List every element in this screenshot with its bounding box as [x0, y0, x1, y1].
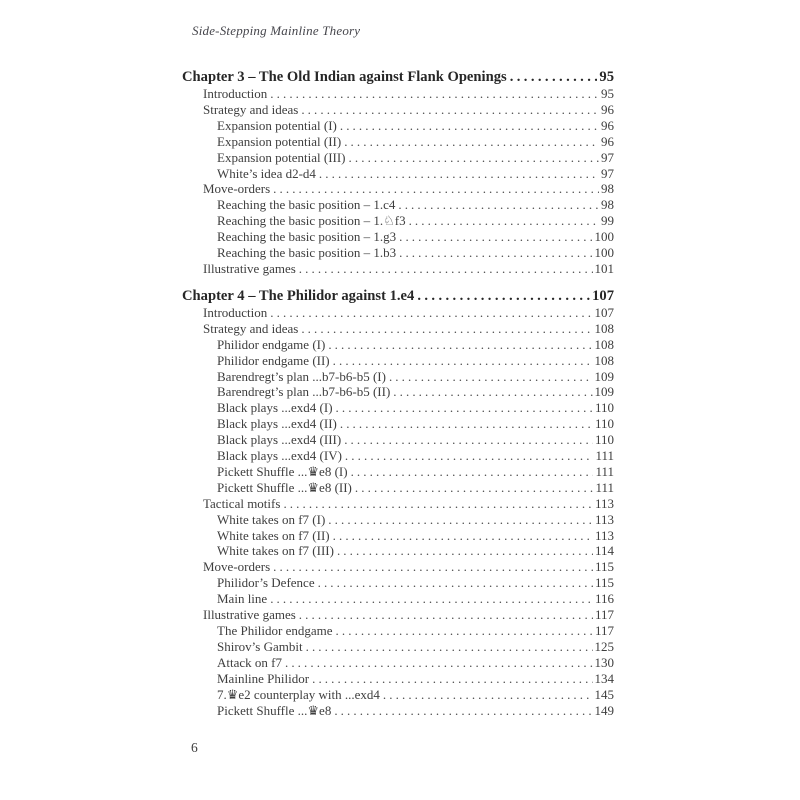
- toc-entry-page: 101: [594, 260, 614, 276]
- toc: [182, 68, 614, 718]
- dot-leader: [398, 197, 599, 213]
- toc-entry-label: White takes on f7 (II): [217, 527, 330, 543]
- toc-entry-page: 117: [594, 623, 614, 638]
- page-number: 6: [191, 740, 198, 755]
- toc-entry-page: 149: [594, 702, 614, 718]
- toc-entry: [182, 448, 614, 464]
- toc-entry: [182, 607, 614, 623]
- toc-entry-page: 109: [594, 368, 614, 384]
- toc-entry-label: Introduction: [203, 304, 268, 320]
- toc-entry-label: Main line: [217, 591, 268, 607]
- toc-entry-page: 108: [594, 352, 614, 368]
- toc-chapter-heading: [182, 68, 614, 86]
- dot-leader: [399, 229, 592, 245]
- toc-entry: [182, 150, 614, 166]
- dot-leader: [312, 671, 592, 687]
- toc-entry-page: 113: [594, 511, 614, 527]
- toc-entry-label: Illustrative games: [203, 260, 296, 276]
- running-header: Side-Stepping Mainline Theory: [192, 23, 361, 38]
- toc-entry: [182, 543, 614, 559]
- toc-entry: [182, 197, 614, 213]
- toc-entry-page: 125: [594, 638, 614, 654]
- toc-entry: [182, 400, 614, 416]
- toc-entry: [182, 416, 614, 432]
- toc-entry: [182, 639, 614, 655]
- toc-entry: [182, 213, 614, 229]
- toc-entry-label: Barendregt’s plan ...b7-b6-b5 (II): [217, 384, 391, 400]
- dot-leader: [270, 591, 593, 607]
- dot-leader: [510, 68, 598, 86]
- toc-entry-page: 145: [594, 686, 614, 702]
- toc-entry-label: Move-orders: [203, 181, 271, 197]
- toc-entry-label: Philidor endgame (II): [217, 352, 330, 368]
- dot-leader: [345, 448, 594, 464]
- toc-entry: [182, 337, 614, 353]
- toc-entry-label: Pickett Shuffle ...♛e8: [217, 702, 332, 718]
- dot-leader: [328, 337, 592, 353]
- toc-entry-label: White takes on f7 (I): [217, 511, 326, 527]
- dot-leader: [344, 134, 599, 150]
- toc-entry-page: 95: [601, 86, 614, 101]
- toc-entry-page: 110: [594, 416, 614, 432]
- toc-entry-label: Introduction: [203, 86, 268, 101]
- dot-leader: [417, 287, 590, 305]
- dot-leader: [285, 655, 593, 671]
- toc-entry-page: 96: [601, 133, 614, 149]
- dot-leader: [336, 400, 593, 416]
- toc-entry: [182, 229, 614, 245]
- toc-entry-page: 96: [601, 101, 614, 117]
- toc-entry: [182, 559, 614, 575]
- chapter-title: Chapter 4 – The Philidor against 1.e4: [182, 287, 415, 304]
- toc-entry: [182, 353, 614, 369]
- toc-entry-page: 115: [594, 559, 614, 575]
- dot-leader: [340, 416, 593, 432]
- toc-entry-label: Barendregt’s plan ...b7-b6-b5 (I): [217, 368, 386, 384]
- dot-leader: [349, 150, 599, 166]
- toc-entry-page: 110: [594, 432, 614, 448]
- toc-entry: [182, 166, 614, 182]
- toc-entry: [182, 528, 614, 544]
- toc-entry: [182, 369, 614, 385]
- toc-entry-page: 100: [594, 229, 614, 245]
- toc-entry-page: 117: [594, 607, 614, 623]
- toc-entry-label: Illustrative games: [203, 607, 296, 623]
- dot-leader: [336, 623, 593, 639]
- dot-leader: [299, 261, 593, 277]
- toc-entry-page: 134: [594, 670, 614, 686]
- toc-entry-page: 97: [601, 149, 614, 165]
- toc-entry-page: 108: [594, 320, 614, 336]
- chapter-title: Chapter 3 – The Old Indian against Flank Openings: [182, 69, 507, 85]
- toc-entry-label: Philidor’s Defence: [217, 575, 315, 591]
- toc-entry-page: 115: [594, 575, 614, 591]
- toc-entry-label: Reaching the basic position – 1.b3: [217, 245, 397, 261]
- toc-entry-page: 130: [594, 654, 614, 670]
- toc-entry: [182, 480, 614, 496]
- toc-entry-label: Tactical motifs: [203, 495, 281, 511]
- toc-entry-page: 111: [595, 448, 614, 464]
- dot-leader: [299, 607, 593, 623]
- toc-entry: [182, 512, 614, 528]
- toc-entry-page: 113: [594, 527, 614, 543]
- toc-entry: [182, 703, 614, 719]
- toc-chapter-heading: [182, 287, 614, 305]
- dot-leader: [333, 528, 593, 544]
- toc-entry-label: Reaching the basic position – 1.♘f3: [217, 213, 406, 229]
- dot-leader: [393, 384, 592, 400]
- dot-leader: [351, 464, 594, 480]
- dot-leader: [340, 118, 599, 134]
- dot-leader: [399, 245, 592, 261]
- toc-entry-label: White’s idea d2-d4: [217, 165, 316, 181]
- toc-entry-page: 98: [601, 181, 614, 197]
- toc-entry: [182, 245, 614, 261]
- toc-entry-label: Mainline Philidor: [217, 670, 310, 686]
- toc-entry: [182, 623, 614, 639]
- toc-entry: [182, 432, 614, 448]
- toc-entry: [182, 575, 614, 591]
- toc-entry-page: 107: [594, 304, 614, 320]
- toc-entry: [182, 181, 614, 197]
- dot-leader: [270, 86, 599, 102]
- toc-entry-page: 99: [601, 213, 614, 229]
- dot-leader: [409, 213, 599, 229]
- toc-entry-page: 109: [594, 384, 614, 400]
- toc-entry-label: The Philidor endgame: [217, 623, 333, 638]
- toc-entry-label: Move-orders: [203, 559, 271, 575]
- dot-leader: [328, 512, 593, 528]
- toc-entry: [182, 655, 614, 671]
- toc-entry: [182, 261, 614, 277]
- toc-entry-label: Black plays ...exd4 (I): [217, 400, 333, 416]
- dot-leader: [334, 703, 592, 719]
- toc-entry: [182, 118, 614, 134]
- toc-entry-label: Strategy and ideas: [203, 320, 299, 336]
- toc-entry-page: 97: [601, 165, 614, 181]
- toc-entry-page: 113: [594, 495, 614, 511]
- dot-leader: [283, 496, 593, 512]
- toc-entry-page: 111: [595, 463, 614, 479]
- toc-entry: [182, 671, 614, 687]
- dot-leader: [273, 559, 593, 575]
- toc-entry: [182, 305, 614, 321]
- dot-leader: [383, 687, 593, 703]
- toc-entry-label: Pickett Shuffle ...♛e8 (I): [217, 463, 348, 479]
- dot-leader: [270, 305, 592, 321]
- toc-entry: [182, 496, 614, 512]
- toc-entry-label: Strategy and ideas: [203, 101, 299, 117]
- dot-leader: [355, 480, 594, 496]
- dot-leader: [389, 369, 593, 385]
- toc-entry: [182, 134, 614, 150]
- toc-entry: [182, 321, 614, 337]
- toc-entry: [182, 86, 614, 102]
- toc-entry-label: Shirov’s Gambit: [217, 638, 303, 654]
- toc-entry: [182, 384, 614, 400]
- dot-leader: [319, 166, 599, 182]
- dot-leader: [301, 321, 592, 337]
- toc-entry-label: Philidor endgame (I): [217, 336, 326, 352]
- dot-leader: [333, 353, 593, 369]
- toc-entry-label: Black plays ...exd4 (III): [217, 432, 342, 448]
- toc-entry-label: Expansion potential (II): [217, 133, 342, 149]
- toc-entry-label: Black plays ...exd4 (II): [217, 416, 337, 432]
- toc-entry: [182, 591, 614, 607]
- toc-entry: [182, 102, 614, 118]
- toc-entry-label: Black plays ...exd4 (IV): [217, 448, 342, 464]
- toc-entry-page: 98: [601, 197, 614, 213]
- toc-entry-label: Attack on f7: [217, 654, 282, 670]
- toc-entry-label: Expansion potential (III): [217, 149, 346, 165]
- toc-entry-page: 100: [594, 245, 614, 261]
- toc-entry-label: Reaching the basic position – 1.c4: [217, 197, 396, 213]
- toc-entry-page: 116: [594, 591, 614, 607]
- dot-leader: [306, 639, 593, 655]
- toc-entry-page: 114: [594, 543, 614, 559]
- toc-entry-label: Pickett Shuffle ...♛e8 (II): [217, 479, 352, 495]
- toc-entry-label: White takes on f7 (III): [217, 543, 334, 559]
- toc-entry-label: Reaching the basic position – 1.g3: [217, 229, 397, 245]
- toc-entry: [182, 687, 614, 703]
- chapter-page: 95: [599, 69, 614, 85]
- toc-entry-label: Expansion potential (I): [217, 117, 337, 133]
- toc-entry-page: 110: [594, 400, 614, 416]
- dot-leader: [344, 432, 593, 448]
- dot-leader: [318, 575, 593, 591]
- toc-entry: [182, 464, 614, 480]
- toc-entry-page: 108: [594, 336, 614, 352]
- toc-entry-page: 111: [595, 479, 614, 495]
- toc-entry-label: 7.♛e2 counterplay with ...exd4: [217, 686, 380, 702]
- chapter-page: 107: [592, 287, 614, 304]
- dot-leader: [337, 543, 593, 559]
- dot-leader: [301, 102, 599, 118]
- toc-entry-page: 96: [601, 117, 614, 133]
- dot-leader: [273, 181, 599, 197]
